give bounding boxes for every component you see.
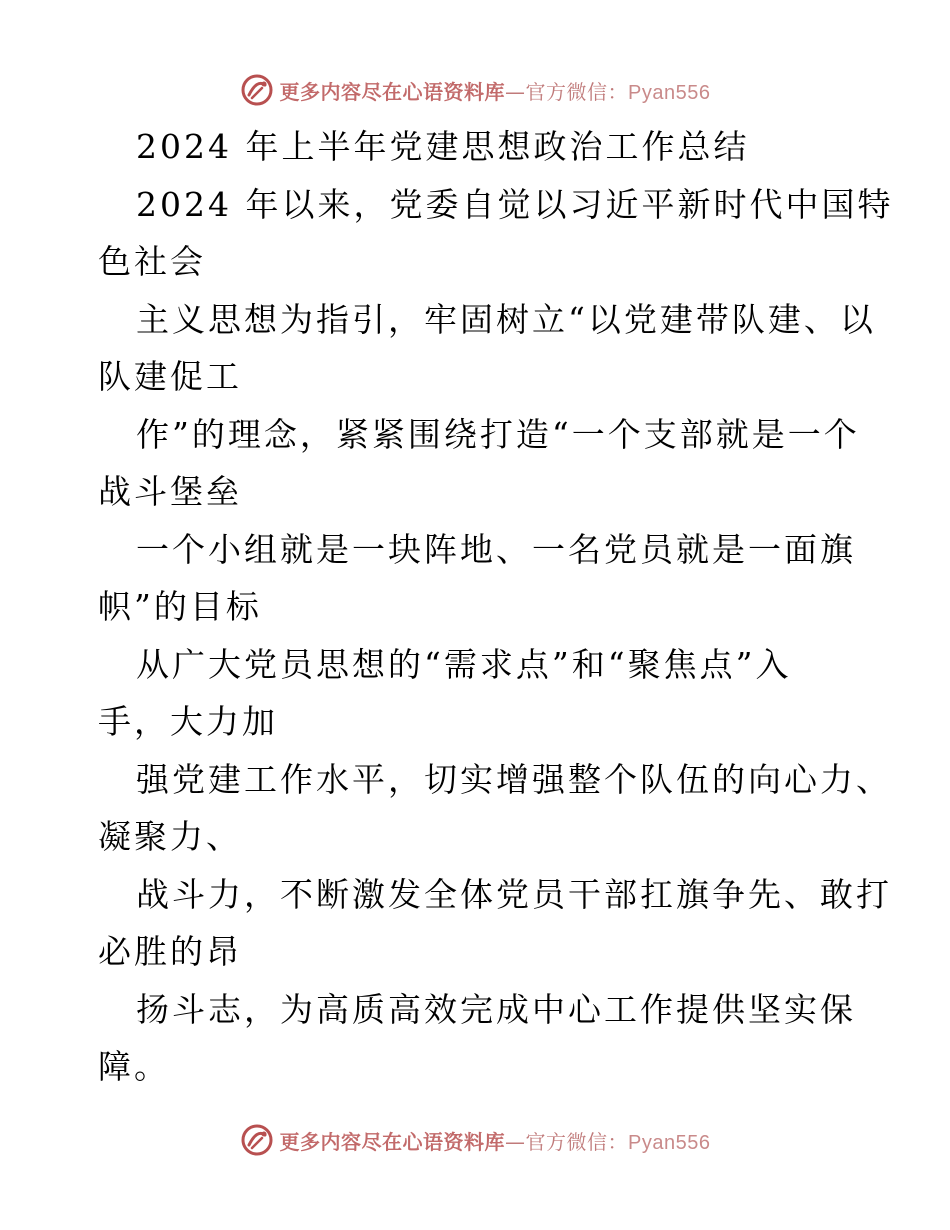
text-line: 作”的理念，紧紧围绕打造“一个支部就是一个 bbox=[136, 414, 860, 454]
watermark-main: 更多内容尽在心语资料库 bbox=[279, 1129, 506, 1154]
document-body bbox=[98, 118, 894, 1096]
watermark-suffix: 官方微信： bbox=[525, 79, 629, 104]
text-line: 手，大力加 bbox=[98, 702, 278, 741]
text-line: 2024 年上半年党建思想政治工作总结 bbox=[136, 127, 750, 166]
watermark-id: Pyan556 bbox=[628, 1131, 711, 1154]
watermark-id: Pyan556 bbox=[628, 81, 711, 104]
text-line: 扬斗志，为高质高效完成中心工作提供坚实保 bbox=[136, 989, 856, 1029]
watermark-separator: — bbox=[505, 1129, 526, 1154]
seal-logo-icon bbox=[240, 73, 274, 107]
text-line: 主义思想为指引，牢固树立“以党建带队建、以 bbox=[136, 299, 876, 339]
text-line: 2024 年以来，党委自觉以习近平新时代中国特 bbox=[136, 184, 894, 224]
header-watermark bbox=[0, 68, 950, 112]
seal-logo-icon bbox=[240, 1123, 274, 1157]
text-line: 从广大党员思想的“需求点”和“聚焦点”入 bbox=[136, 644, 792, 684]
text-line: 一个小组就是一块阵地、一名党员就是一面旗 bbox=[136, 529, 856, 569]
watermark-text bbox=[280, 76, 711, 105]
text-line: 色社会 bbox=[98, 242, 206, 281]
text-line: 队建促工 bbox=[98, 357, 242, 396]
watermark-separator: — bbox=[505, 79, 526, 104]
text-line: 凝聚力、 bbox=[98, 817, 242, 856]
watermark-text bbox=[280, 1126, 711, 1155]
text-line: 障。 bbox=[98, 1047, 170, 1086]
text-line: 强党建工作水平，切实增强整个队伍的向心力、 bbox=[136, 759, 892, 799]
text-line: 帜”的目标 bbox=[98, 587, 262, 626]
watermark-main: 更多内容尽在心语资料库 bbox=[279, 79, 506, 104]
watermark-suffix: 官方微信： bbox=[525, 1129, 629, 1154]
text-line: 战斗堡垒 bbox=[98, 472, 242, 511]
text-line: 必胜的昂 bbox=[98, 932, 242, 971]
footer-watermark bbox=[0, 1118, 950, 1162]
text-line: 战斗力，不断激发全体党员干部扛旗争先、敢打 bbox=[136, 874, 892, 914]
